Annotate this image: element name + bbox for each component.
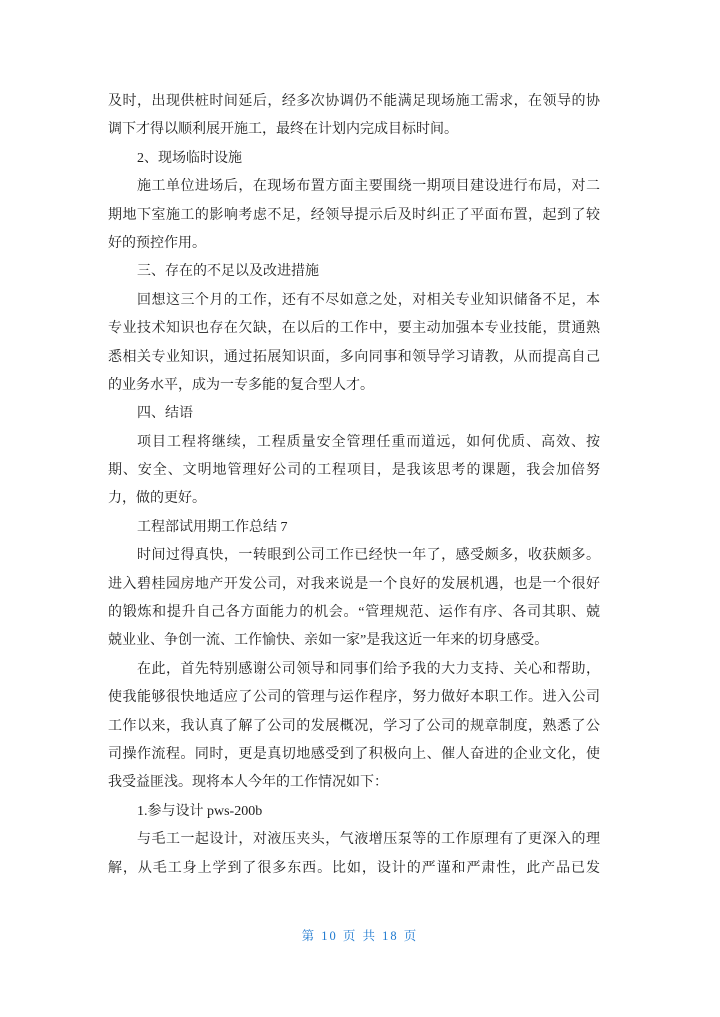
- text-line: 兢业业、争创一流、工作愉快、亲如一家”是我这近一年来的切身感受。: [108, 633, 549, 649]
- page-number-footer: 第 10 页 共 18 页: [301, 929, 419, 943]
- doc-body: [108, 88, 600, 883]
- text-line: 工作以来，我认真了解了公司的发展概况，学习了公司的规章制度，熟悉了公: [108, 718, 600, 734]
- text-line: 在此，首先特别感谢公司领导和同事们给予我的大力支持、关心和帮助，: [137, 661, 600, 677]
- text-line: 我受益匪浅。现将本人今年的工作情况如下：: [108, 775, 388, 791]
- text-line: 悉相关专业知识，通过拓展知识面，多向同事和领导学习请教，从而提高自己: [108, 349, 600, 365]
- text-line: 时间过得真快，一转眼到公司工作已经快一年了，感受颇多，收获颇多。: [137, 548, 600, 564]
- text-line: 司操作流程。同时，更是真切地感受到了积极向上、催人奋进的企业文化，使: [108, 746, 600, 762]
- text-line: 好的预控作用。: [108, 235, 206, 251]
- text-line: 期地下室施工的影响考虑不足，经领导提示后及时纠正了平面布置，起到了较: [108, 207, 600, 223]
- text-line: 回想这三个月的工作，还有不尽如意之处，对相关专业知识储备不足，本: [137, 292, 600, 308]
- text-line: 2、现场临时设施: [137, 150, 242, 166]
- text-line: 及时，出现供桩时间延后，经多次协调仍不能满足现场施工需求，在领导的协: [108, 94, 600, 109]
- text-line: 工程部试用期工作总结 7: [137, 519, 288, 535]
- text-line: 的业务水平，成为一专多能的复合型人才。: [108, 377, 374, 393]
- text-line: 调下才得以顺利展开施工，最终在计划内完成目标时间。: [108, 122, 458, 138]
- text-line: 解，从毛工身上学到了很多东西。比如，设计的严谨和严肃性，此产品已发: [108, 860, 600, 876]
- text-line: 力，做的更好。: [108, 491, 206, 507]
- text-line: 的锻炼和提升自己各方面能力的机会。“管理规范、运作有序、各司其职、兢: [108, 605, 600, 621]
- text-line: 进入碧桂园房地产开发公司，对我来说是一个良好的发展机遇，也是一个很好: [108, 576, 600, 592]
- text-line: 三、存在的不足以及改进措施: [137, 264, 319, 280]
- text-line: 使我能够很快地适应了公司的管理与运作程序，努力做好本职工作。进入公司: [108, 690, 600, 706]
- text-line: 项目工程将继续，工程质量安全管理任重而道远，如何优质、高效、按: [137, 434, 600, 450]
- text-line: 四、结语: [137, 406, 193, 422]
- text-line: 与毛工一起设计，对液压夹头，气液增压泵等的工作原理有了更深入的理: [137, 832, 600, 848]
- text-line: 期、安全、文明地管理好公司的工程项目，是我该思考的课题，我会加倍努: [108, 463, 600, 479]
- text-line: 1.参与设计 pws-200b: [137, 803, 263, 819]
- text-line: 施工单位进场后，在现场布置方面主要围绕一期项目建设进行布局，对二: [137, 179, 600, 195]
- text-line: 专业技术知识也存在欠缺，在以后的工作中，要主动加强本专业技能，贯通熟: [108, 321, 600, 337]
